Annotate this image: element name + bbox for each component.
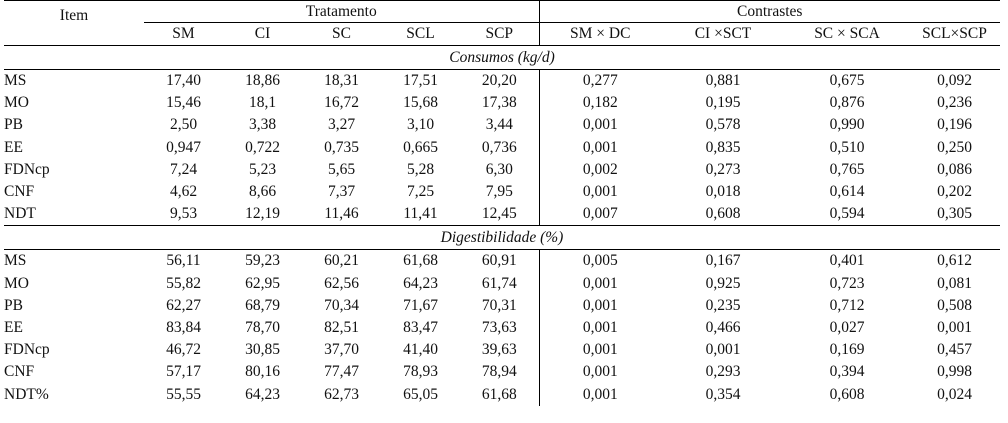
table-cell: 0,508 [937,296,972,314]
table-cell: 0,876 [829,94,865,112]
table-cell: 30,85 [245,341,280,359]
table-cell: 0,005 [539,250,661,273]
table-cell: 0,612 [937,252,972,270]
table-cell: 61,74 [481,274,517,292]
table-cell: 0,086 [937,160,972,178]
table-cell: 56,11 [166,252,201,270]
table-row [4,295,1000,317]
table-cell: 0,925 [705,274,741,292]
table-cell: 3,44 [485,116,513,134]
table-cell: 0,735 [324,138,359,156]
row-item-label: CNF [4,183,35,201]
table-cell: 0,001 [539,361,661,383]
table-cell: 0,998 [937,363,972,381]
table-cell: 55,55 [166,385,201,403]
row-item-label: MS [4,252,27,270]
table-cell: 2,50 [169,116,198,134]
column-header: SC [302,23,381,46]
table-cell: 4,62 [169,183,198,201]
table-cell: 8,66 [248,183,277,201]
table-cell: 0,250 [937,138,972,156]
table-cell: 65,05 [403,385,438,403]
table-cell: 55,82 [166,274,201,292]
table-cell: 59,23 [245,252,280,270]
table-row [4,203,1000,226]
table-cell: 83,47 [403,318,438,336]
table-cell: 0,202 [937,183,972,201]
table-cell: 0,736 [481,138,517,156]
table-body [4,46,1000,406]
table-cell: 78,93 [403,363,438,381]
table-cell: 0,765 [829,160,865,178]
table-cell: 0,001 [539,273,661,295]
row-item-label: MS [4,72,27,90]
tratamento-header [144,1,539,23]
table-cell: 82,51 [324,318,359,336]
table-cell: 41,40 [403,341,438,359]
table-cell: 0,001 [539,339,661,361]
table-cell: 0,722 [245,138,280,156]
table-cell: 0,001 [539,137,661,159]
table-cell: 0,001 [937,318,972,336]
table-cell: 0,293 [705,363,741,381]
row-item-label: NDT [4,203,144,226]
table-row [4,361,1000,383]
table-cell: 0,947 [166,138,201,156]
table-cell: 0,594 [785,203,909,226]
table-row [4,339,1000,361]
table-cell: 18,1 [248,94,277,112]
table-cell: 17,51 [403,72,438,90]
table-row [4,159,1000,181]
table-cell: 0,001 [539,317,661,339]
table-cell: 0,614 [829,183,865,201]
contrastes-header [539,1,1000,23]
table-cell: 0,027 [829,318,865,336]
tratamento-label: Tratamento [305,2,377,20]
table-cell: 62,27 [166,296,201,314]
row-item-label: NDT% [4,385,49,403]
table-cell: 3,27 [327,116,356,134]
table-cell: 0,675 [829,72,865,90]
table-cell: 0,457 [937,341,972,359]
row-item-label: PB [4,296,23,314]
row-item-label: CNF [4,363,35,381]
table-cell: 0,723 [829,274,865,292]
table-cell: 0,169 [829,341,865,359]
section-title: Digestibilidade (%) [4,226,1000,250]
table-cell: 11,46 [302,203,381,226]
section-title: Consumos (kg/d) [4,46,1000,70]
table-cell: 78,70 [245,318,280,336]
table-cell: 17,40 [166,72,201,90]
table-cell: 57,17 [166,363,201,381]
table-cell: 9,53 [144,203,223,226]
column-header: CI ×SCT [661,23,785,46]
table-cell: 16,72 [324,94,359,112]
row-item-label: FDNcp [4,160,50,178]
table-cell: 0,665 [403,138,438,156]
table-cell: 18,86 [245,72,280,90]
column-header: SCL [381,23,460,46]
column-header: SC × SCA [785,23,909,46]
table-cell: 11,41 [381,203,460,226]
table-cell: 20,20 [481,72,517,90]
table-cell: 0,578 [705,116,741,134]
row-item-label: FDNcp [4,341,50,359]
table-cell: 0,195 [705,94,741,112]
table-cell: 12,19 [223,203,302,226]
table-cell: 3,10 [406,116,435,134]
results-table [4,0,1000,406]
table-cell: 0,881 [705,72,741,90]
table-cell: 0,273 [705,160,741,178]
table-cell: 0,394 [829,363,865,381]
table-cell: 0,001 [705,341,741,359]
table-cell: 0,001 [539,181,661,203]
table-cell: 17,38 [481,94,517,112]
table-row [4,181,1000,203]
table-cell: 0,305 [909,203,1000,226]
table-cell: 18,31 [324,72,359,90]
column-header: SCL×SCP [909,23,1000,46]
table-cell: 0,167 [705,252,741,270]
table-cell: 0,235 [705,296,741,314]
table-cell: 80,16 [245,363,280,381]
table-cell: 77,47 [324,363,359,381]
table-cell: 0,001 [539,114,661,136]
table-cell: 62,56 [324,274,359,292]
table-row [4,92,1000,114]
table-cell: 0,018 [705,183,741,201]
table-row [4,317,1000,339]
table-cell: 0,001 [539,295,661,317]
column-header: SCP [460,23,539,46]
table-cell: 0,277 [539,70,661,93]
contrastes-label: Contrastes [737,2,803,20]
table-cell: 0,510 [829,138,865,156]
table-cell: 64,23 [245,385,280,403]
table-cell: 7,95 [485,183,513,201]
table-cell: 0,236 [937,94,972,112]
table-row [4,273,1000,295]
table-cell: 0,354 [705,385,741,403]
table-cell: 73,63 [481,318,517,336]
table-cell: 5,28 [406,160,435,178]
table-cell: 83,84 [166,318,201,336]
table-cell: 60,91 [481,252,517,270]
column-header: CI [223,23,302,46]
row-item-label: PB [4,116,23,134]
table-cell: 0,196 [937,116,972,134]
column-header: SM [144,23,223,46]
table-cell: 7,37 [327,183,356,201]
table-cell: 0,401 [829,252,865,270]
table-cell: 60,21 [324,252,359,270]
table-cell: 5,65 [327,160,356,178]
table-cell: 3,38 [248,116,277,134]
column-header: SM × DC [539,23,661,46]
table-cell: 5,23 [248,160,277,178]
table-cell: 0,007 [539,203,661,226]
table-cell: 70,34 [324,296,359,314]
table-cell: 0,712 [829,296,865,314]
table-cell: 7,24 [169,160,198,178]
table-row [4,250,1000,273]
table-cell: 0,466 [705,318,741,336]
table-cell: 15,46 [166,94,201,112]
table-cell: 78,94 [481,363,517,381]
table-cell: 39,63 [481,341,517,359]
table-cell: 61,68 [481,385,517,403]
table-cell: 6,30 [485,160,513,178]
table-cell: 0,608 [829,385,865,403]
table-cell: 62,95 [245,274,280,292]
table-cell: 70,31 [481,296,517,314]
table-cell: 37,70 [324,341,359,359]
table-cell: 0,990 [829,116,865,134]
table-row [4,70,1000,93]
table-row [4,383,1000,405]
table-cell: 61,68 [403,252,438,270]
table-row [4,137,1000,159]
table-cell: 7,25 [406,183,435,201]
table-cell: 71,67 [403,296,438,314]
table-cell: 0,081 [937,274,972,292]
table-cell: 64,23 [403,274,438,292]
table-cell: 0,002 [539,159,661,181]
table-row [4,114,1000,136]
row-item-label: EE [4,138,23,156]
table-cell: 15,68 [403,94,438,112]
item-header: Item [4,1,144,46]
row-item-label: EE [4,318,23,336]
row-item-label: MO [4,274,29,292]
table-cell: 0,024 [937,385,972,403]
table-cell: 0,182 [539,92,661,114]
table-cell: 62,73 [324,385,359,403]
table-cell: 68,79 [245,296,280,314]
table-cell: 12,45 [460,203,539,226]
table-cell: 46,72 [166,341,201,359]
table-cell: 0,092 [937,72,972,90]
table-cell: 0,835 [705,138,741,156]
table-cell: 0,001 [539,383,661,405]
table-cell: 0,608 [661,203,785,226]
row-item-label: MO [4,94,29,112]
